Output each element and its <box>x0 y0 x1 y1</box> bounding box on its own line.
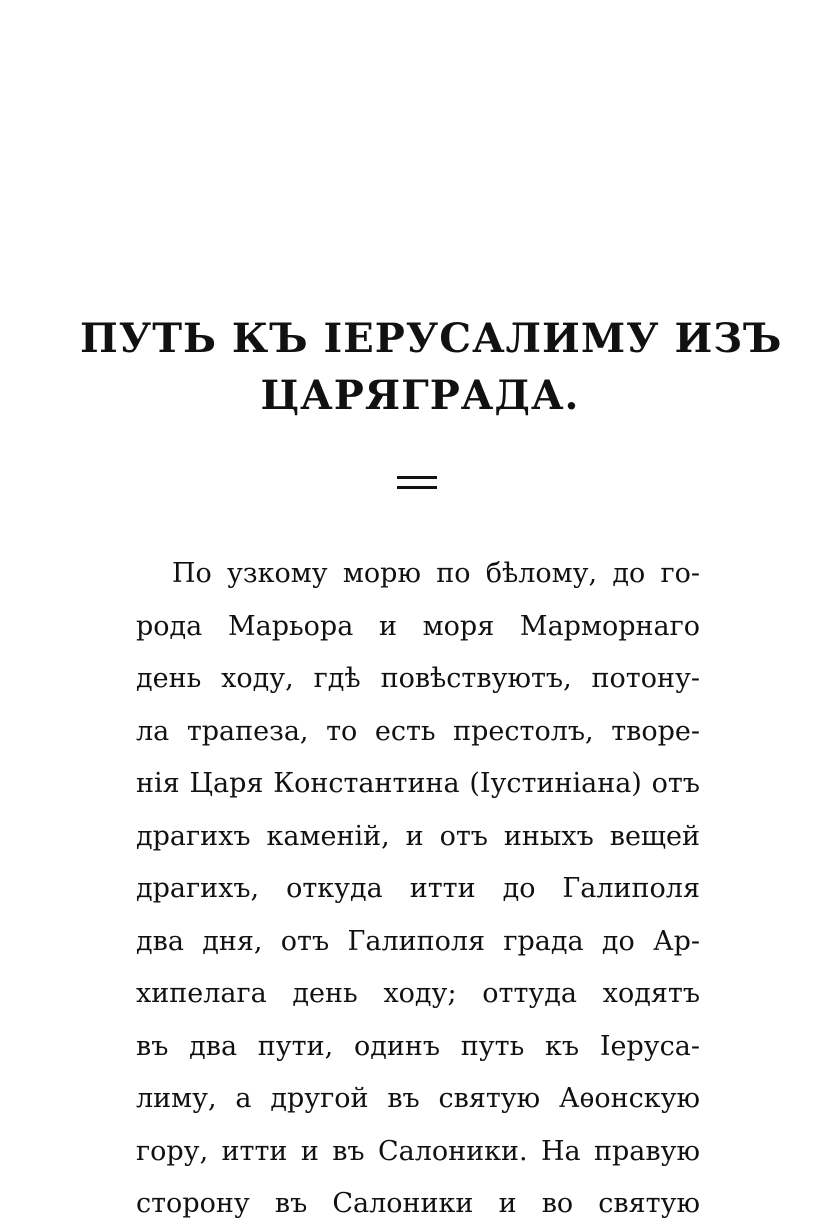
text-line: рода Марьора и моря Марморнаго <box>136 610 700 642</box>
text-line: ла трапеза, то есть престолъ, творе- <box>136 715 700 747</box>
chapter-title-line-1: ПУТЬ КЪ ІЕРУСАЛИМУ ИЗЪ <box>80 315 783 362</box>
body-paragraph <box>136 548 700 1231</box>
text-line: сторону въ Салоники и во святую <box>136 1188 700 1219</box>
text-line: два дня, отъ Галиполя града до Ар- <box>136 925 700 957</box>
text-line: драгихъ каменій, и отъ иныхъ вещей <box>136 820 700 852</box>
text-line: По узкому морю по бѣлому, до го- <box>172 558 700 589</box>
text-line: лиму, а другой въ святую Аѳонскую <box>136 1083 700 1114</box>
text-line: въ два пути, одинъ путь къ Іеруса- <box>136 1030 700 1062</box>
text-line: драгихъ, откуда итти до Галиполя <box>136 873 700 904</box>
chapter-title-line-2: ЦАРЯГРАДА. <box>260 372 580 419</box>
text-line: гору, итти и въ Салоники. На правую <box>136 1135 700 1167</box>
text-line: нія Царя Константина (Іустиніана) отъ <box>136 768 700 799</box>
text-line: хипелага день ходу; оттуда ходятъ <box>136 978 700 1009</box>
chapter-title <box>80 310 783 424</box>
double-rule-divider <box>397 476 437 490</box>
text-line: день ходу, гдѣ повѣствуютъ, потону- <box>136 663 700 694</box>
